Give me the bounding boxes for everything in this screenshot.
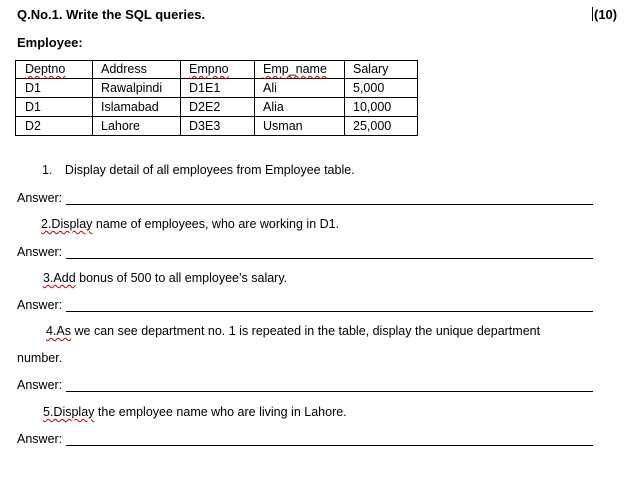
question-5-text: the employee name who are living in Lahore. <box>94 405 347 419</box>
table-cell: D1 <box>16 98 93 117</box>
answer-4-line[interactable] <box>66 391 593 392</box>
question-4-text: we can see department no. 1 is repeated in the table, display the unique department <box>71 324 541 338</box>
question-4-prefix: 4.As <box>46 324 72 338</box>
question-4-continuation: number. <box>17 351 63 365</box>
table-heading: Employee: <box>17 35 83 50</box>
answer-1-label: Answer: <box>17 191 63 205</box>
table-cell: 25,000 <box>345 117 418 136</box>
table-cell: D2E2 <box>181 98 255 117</box>
answer-3-line[interactable] <box>66 311 593 312</box>
marks-value: (10) <box>594 7 618 22</box>
question-3 <box>43 271 287 285</box>
answer-2-label: Answer: <box>17 245 63 259</box>
question-5-prefix: 5.Display <box>43 405 95 419</box>
table-cell: Lahore <box>93 117 181 136</box>
table-cell: D3E3 <box>181 117 255 136</box>
table-cell: Ali <box>255 79 345 98</box>
question-title: Q.No.1. Write the SQL queries. <box>17 7 206 22</box>
table-cell: D1 <box>16 79 93 98</box>
table-cell: Rawalpindi <box>93 79 181 98</box>
table-row <box>16 98 418 117</box>
table-cell: Alia <box>255 98 345 117</box>
question-2-prefix: 2.Display <box>41 217 93 231</box>
table-cell: Usman <box>255 117 345 136</box>
question-1-number: 1. <box>42 163 53 177</box>
question-2 <box>41 217 339 231</box>
column-header-empno: Empno <box>189 62 229 76</box>
column-header-salary: Salary <box>353 62 389 76</box>
question-3-text: bonus of 500 to all employee’s salary. <box>75 271 288 285</box>
question-2-text: name of employees, who are working in D1. <box>92 217 340 231</box>
answer-5-line[interactable] <box>66 445 593 446</box>
table-row <box>16 117 418 136</box>
answer-4-label: Answer: <box>17 378 63 392</box>
table-header-row <box>16 61 418 79</box>
question-4 <box>46 324 540 338</box>
employee-table <box>15 60 418 136</box>
table-cell: Islamabad <box>93 98 181 117</box>
question-3-prefix: 3.Add <box>43 271 76 285</box>
table-cell: D2 <box>16 117 93 136</box>
text-cursor <box>592 7 593 21</box>
question-5 <box>43 405 347 419</box>
column-header-emp-name: Emp_name <box>263 62 327 76</box>
table-cell: D1E1 <box>181 79 255 98</box>
answer-3-label: Answer: <box>17 298 63 312</box>
column-header-address: Address <box>101 62 147 76</box>
question-1-text: Display detail of all employees from Employee table. <box>64 163 355 177</box>
table-row <box>16 79 418 98</box>
answer-1-line[interactable] <box>66 204 593 205</box>
table-cell: 10,000 <box>345 98 418 117</box>
column-header-deptno: Deptno <box>25 62 66 76</box>
answer-5-label: Answer: <box>17 432 63 446</box>
answer-2-line[interactable] <box>66 258 593 259</box>
marks-label <box>592 7 617 22</box>
table-cell: 5,000 <box>345 79 418 98</box>
question-1 <box>42 163 355 177</box>
